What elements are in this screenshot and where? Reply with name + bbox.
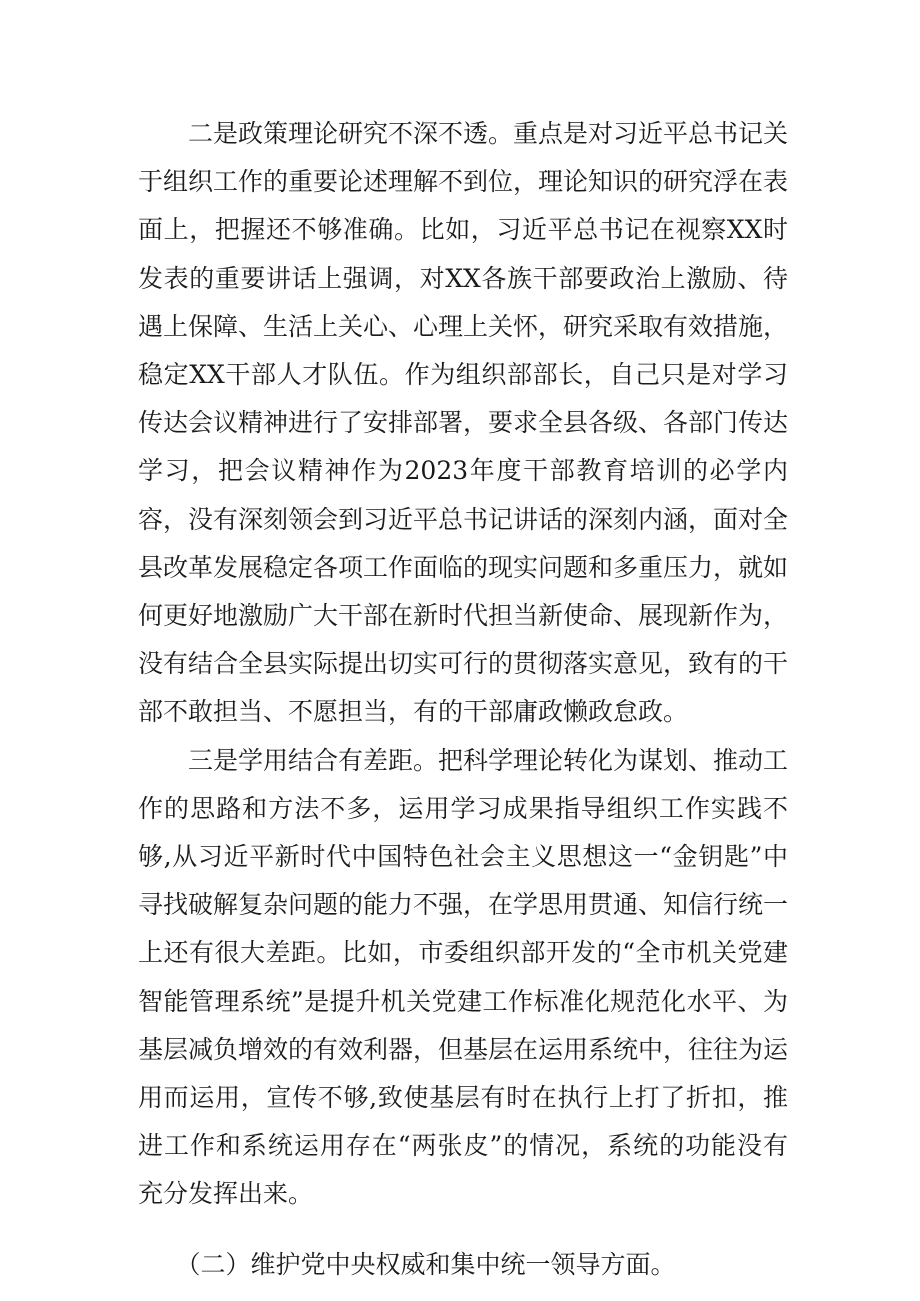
paragraph-study-application: 三是学用结合有差距。把科学理论转化为谋划、推动工作的思路和方法不多，运用学习成果指导组织工作实践不够,从习近平新时代中国特色社会主义思想这一“金钥匙”中寻找破解复杂问题的能力不强，在学思用贯通、知信行统一上还有很大差距。比如，市委组织部开发的“全市机关党建智能管理系统”是提升机关党建工作标准化规范化水平、为基层减负增效的有效利器，但基层在运用系统中，往往为运用而运用，宣传不够,致使基层有时在执行上打了折扣，推进工作和系统运用存在“两张皮”的情况，系统的功能没有充分发挥出来。 bbox=[138, 745, 789, 1209]
document-body bbox=[138, 110, 788, 1289]
paragraph-policy-theory: 二是政策理论研究不深不透。重点是对习近平总书记关于组织工作的重要论述理解不到位，理论知识的研究浮在表面上，把握还不够准确。比如，习近平总书记在视察XX时发表的重要讲话上强调，对XX各族干部要政治上激励、待遇上保障、生活上关心、心理上关怀，研究采取有效措施，稳定XX干部人才队伍。作为组织部部长，自己只是对学习传达会议精神进行了安排部署，要求全县各级、各部门传达学习，把会议精神作为2023年度干部教育培训的必学内容，没有深刻领会到习近平总书记讲话的深刻内涵，面对全县改革发展稳定各项工作面临的现实问题和多重压力，就如何更好地激励广大干部在新时代担当新使命、展现新作为，没有结合全县实际提出切实可行的贯彻落实意见，致有的干部不敢担当、不愿担当，有的干部庸政懒政怠政。 bbox=[138, 119, 789, 727]
section-heading: （二）维护党中央权威和集中统一领导方面。 bbox=[175, 1249, 676, 1279]
